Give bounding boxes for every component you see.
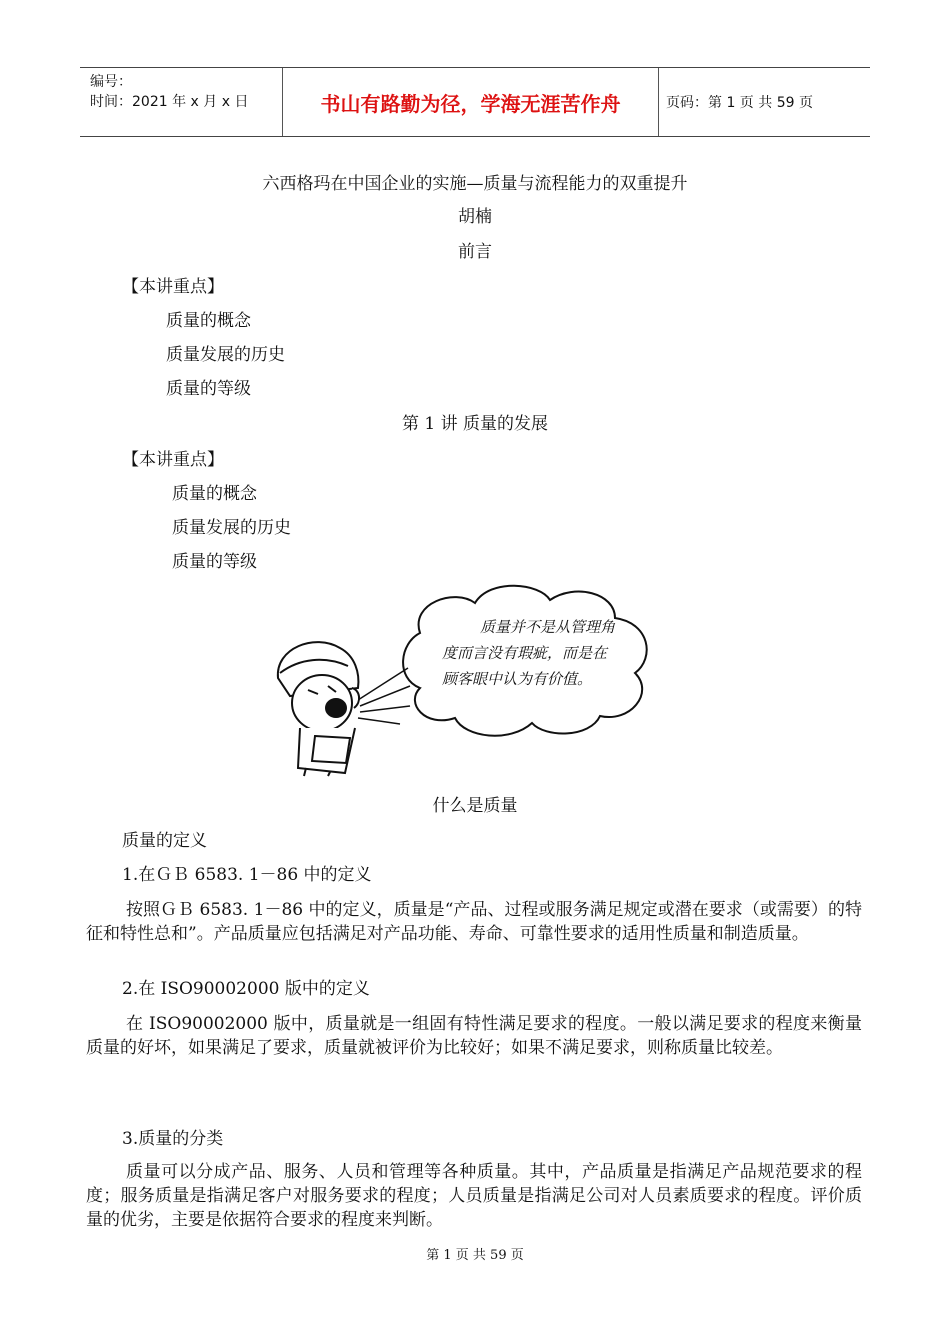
bubble-line: 度而言没有瑕疵，而是在 [442,644,608,662]
section-1-text: 按照ＧＢ 6583. 1－86 中的定义，质量是“产品、过程或服务满足规定或潜在要求（或需要）的特征和特性总和”。产品质量应包括满足对产品功能、寿命、可靠性要求的适用性质量和制造质量。 [86,900,862,944]
focus-item: 质量发展的历史 [166,345,285,365]
header-table [80,67,870,137]
lecture-title: 第 1 讲 质量的发展 [401,414,549,434]
section-2-heading: 2.在 ISO90002000 版中的定义 [122,979,370,999]
focus-item: 质量的概念 [172,484,257,504]
page-footer: 第 1 页 共 59 页 [426,1248,524,1263]
header-motto: 书山有路勤为径，学海无涯苦作舟 [282,68,659,136]
focus-heading-2: 【本讲重点】 [122,450,224,470]
focus-item: 质量的等级 [166,379,251,399]
section-3-text: 质量可以分成产品、服务、人员和管理等各种质量。其中，产品质量是指满足产品规范要求的程度；服务质量是指满足客户对服务要求的程度；人员质量是指满足公司对人员素质要求的程度。评价质量的优劣，主要是依据符合要求的程度来判断。 [86,1162,862,1230]
header-left-cell [80,68,282,136]
focus-item: 质量的概念 [166,311,251,331]
definition-heading: 质量的定义 [122,831,207,851]
date-label: 时间：2021 年 x 月 x 日 [90,94,249,110]
focus-heading-1: 【本讲重点】 [122,277,224,297]
header-page-info: 页码：第 1 页 共 59 页 [666,95,813,111]
section-1-heading: 1.在ＧＢ 6583. 1－86 中的定义 [122,865,372,885]
cartoon-illustration [270,578,670,778]
focus-item: 质量的等级 [172,552,257,572]
focus-item: 质量发展的历史 [172,518,291,538]
doc-title: 六西格玛在中国企业的实施—质量与流程能力的双重提升 [262,174,688,194]
preface-heading: 前言 [458,242,492,262]
section-what-is-quality: 什么是质量 [432,796,518,816]
section-3-heading: 3.质量的分类 [122,1129,224,1149]
bubble-line: 顾客眼中认为有价值。 [442,670,593,688]
author: 胡楠 [458,207,492,227]
number-label: 编号： [90,74,132,90]
section-2-text: 在 ISO90002000 版中，质量就是一组固有特性满足要求的程度。一般以满足要求的程度来衡量质量的好坏，如果满足了要求，质量就被评价为比较好；如果不满足要求，则称质量比较差。 [86,1014,862,1058]
bubble-line: 质量并不是从管理角 [480,618,616,636]
